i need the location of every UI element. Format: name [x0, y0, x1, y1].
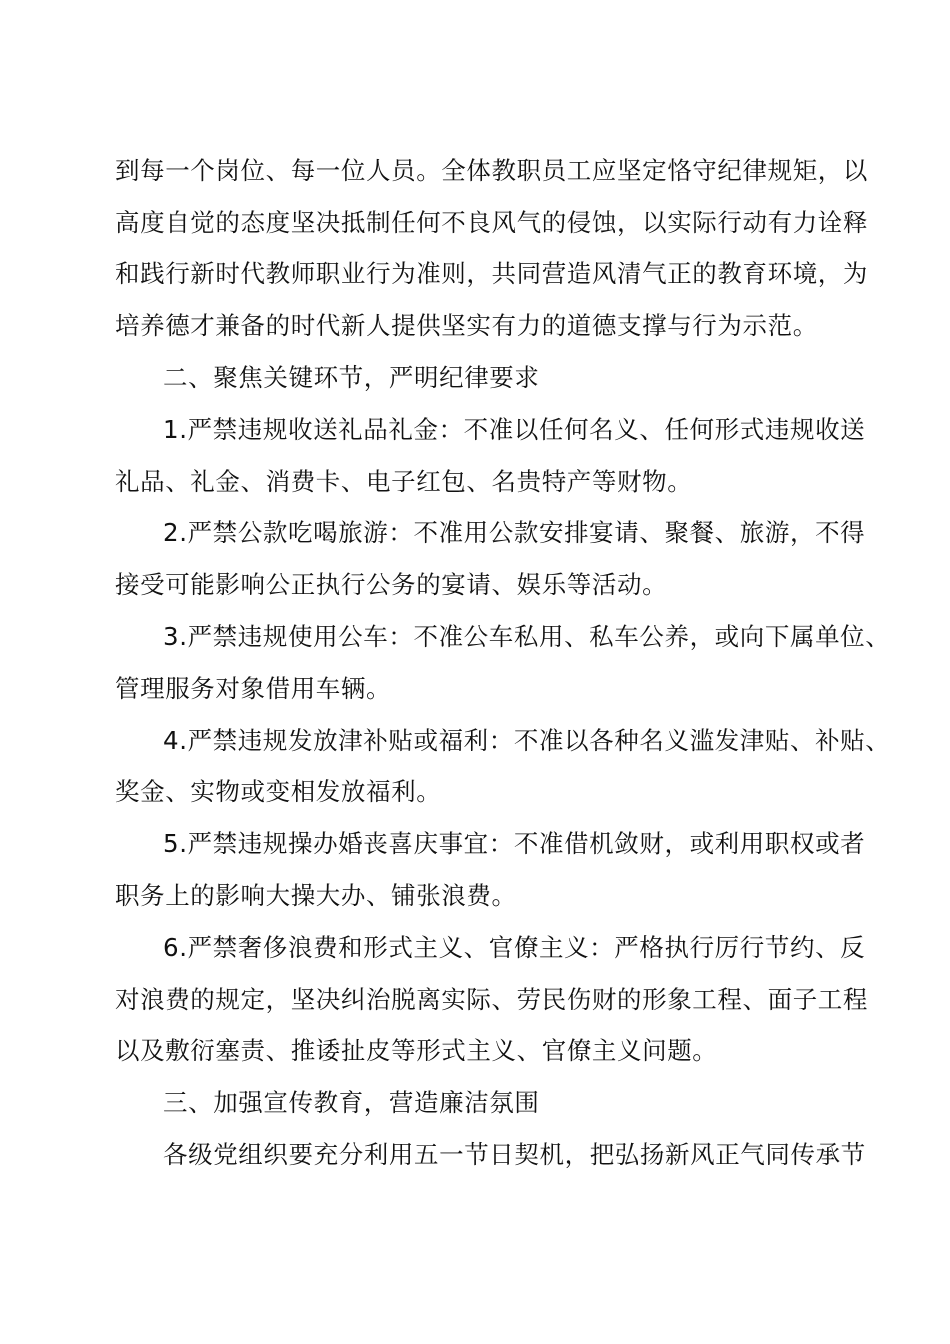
body-text-line: 奖金、实物或变相发放福利。	[115, 777, 442, 806]
body-text-line: 对浪费的规定，坚决纠治脱离实际、劳民伤财的形象工程、面子工程	[115, 985, 868, 1014]
list-item-text: 4.严禁违规发放津补贴或福利：不准以各种名义滥发津贴、补贴、	[163, 726, 891, 755]
section-heading: 二、聚焦关键环节，严明纪律要求	[163, 363, 540, 392]
list-item-text: 1.严禁违规收送礼品礼金：不准以任何名义、任何形式违规收送	[163, 415, 866, 444]
list-item-text: 3.严禁违规使用公车：不准公车私用、私车公养，或向下属单位、	[163, 622, 891, 651]
section-heading: 三、加强宣传教育，营造廉洁氛围	[163, 1088, 540, 1117]
body-text-line: 职务上的影响大操大办、铺张浪费。	[115, 881, 517, 910]
body-text-line: 到每一个岗位、每一位人员。全体教职员工应坚定恪守纪律规矩，以	[115, 156, 868, 185]
body-text-line: 管理服务对象借用车辆。	[115, 674, 392, 703]
body-text-line: 以及敷衍塞责、推诿扯皮等形式主义、官僚主义问题。	[115, 1036, 718, 1065]
list-item-text: 2.严禁公款吃喝旅游：不准用公款安排宴请、聚餐、旅游，不得	[163, 518, 866, 547]
body-text-line: 接受可能影响公正执行公务的宴请、娱乐等活动。	[115, 570, 668, 599]
list-item-text: 5.严禁违规操办婚丧喜庆事宜：不准借机敛财，或利用职权或者	[163, 829, 866, 858]
body-text-line: 高度自觉的态度坚决抵制任何不良风气的侵蚀，以实际行动有力诠释	[115, 208, 868, 237]
body-text-line: 培养德才兼备的时代新人提供坚实有力的道德支撑与行为示范。	[115, 311, 818, 340]
body-text-line: 各级党组织要充分利用五一节日契机，把弘扬新风正气同传承节	[163, 1140, 866, 1169]
body-text-line: 和践行新时代教师职业行为准则，共同营造风清气正的教育环境，为	[115, 259, 868, 288]
list-item-text: 6.严禁奢侈浪费和形式主义、官僚主义：严格执行厉行节约、反	[163, 933, 866, 962]
body-text-line: 礼品、礼金、消费卡、电子红包、名贵特产等财物。	[115, 467, 693, 496]
